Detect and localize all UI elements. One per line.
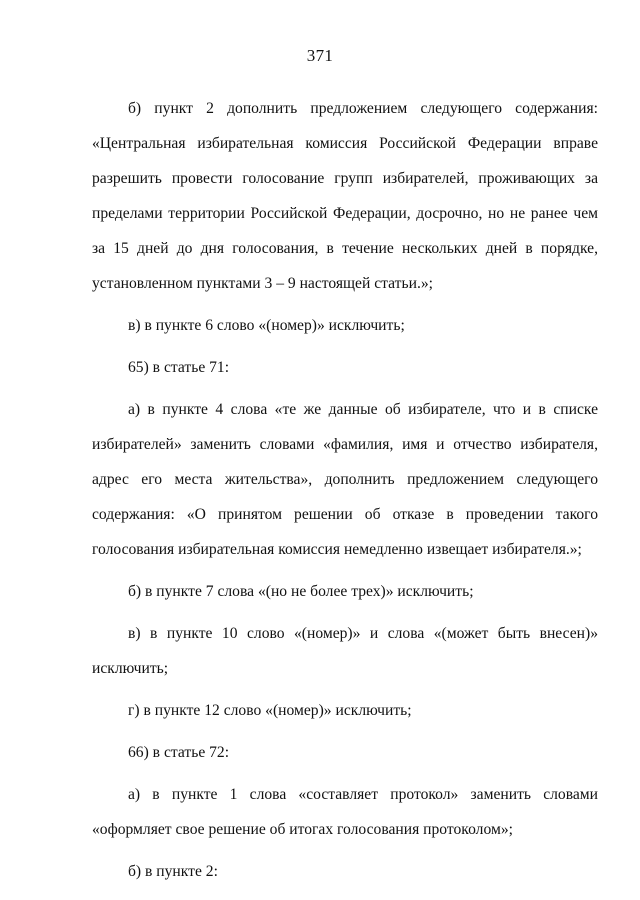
paragraph-b-punkt-2: б) пункт 2 дополнить предложением следующего содержания: «Центральная избирательная комиссия Российской Федерации вправе разрешить провести голосование групп избирателей, проживающих за пределами территории Российской Федерации, досрочно, но не ранее чем за 15 дней до дня голосования, в течение нескольких дней в порядке, установленном пунктами 3 – 9 настоящей статьи.»;	[92, 100, 598, 292]
document-body	[92, 91, 598, 889]
paragraph-g-punkt-12: г) в пункте 12 слово «(номер)» исключить;	[128, 702, 412, 719]
paragraph-66-statya-72: 66) в статье 72:	[128, 744, 230, 761]
page-number: 371	[306, 46, 334, 65]
paragraph-65-statya-71: 65) в статье 71:	[128, 359, 230, 376]
paragraph-b-punkt-7: б) в пункте 7 слова «(но не более трех)» исключить;	[128, 583, 474, 600]
paragraph-b-punkt-2-heading: б) в пункте 2:	[128, 863, 218, 880]
paragraph-a-punkt-4: а) в пункте 4 слова «те же данные об избирателе, что и в списке избирателей» заменить словами «фамилия, имя и отчество избирателя, адрес его места жительства», дополнить предложением следующего содержания: «О принятом решении об отказе в проведении такого голосования избирательная комиссия немедленно извещает избирателя.»;	[92, 401, 598, 558]
paragraph-v-punkt-10: в) в пункте 10 слово «(номер)» и слова «(может быть внесен)» исключить;	[92, 625, 598, 677]
paragraph-a-punkt-1: а) в пункте 1 слова «составляет протокол» заменить словами «оформляет свое решение об итогах голосования протоколом»;	[92, 786, 598, 838]
paragraph-v-punkt-6: в) в пункте 6 слово «(номер)» исключить;	[128, 317, 405, 334]
